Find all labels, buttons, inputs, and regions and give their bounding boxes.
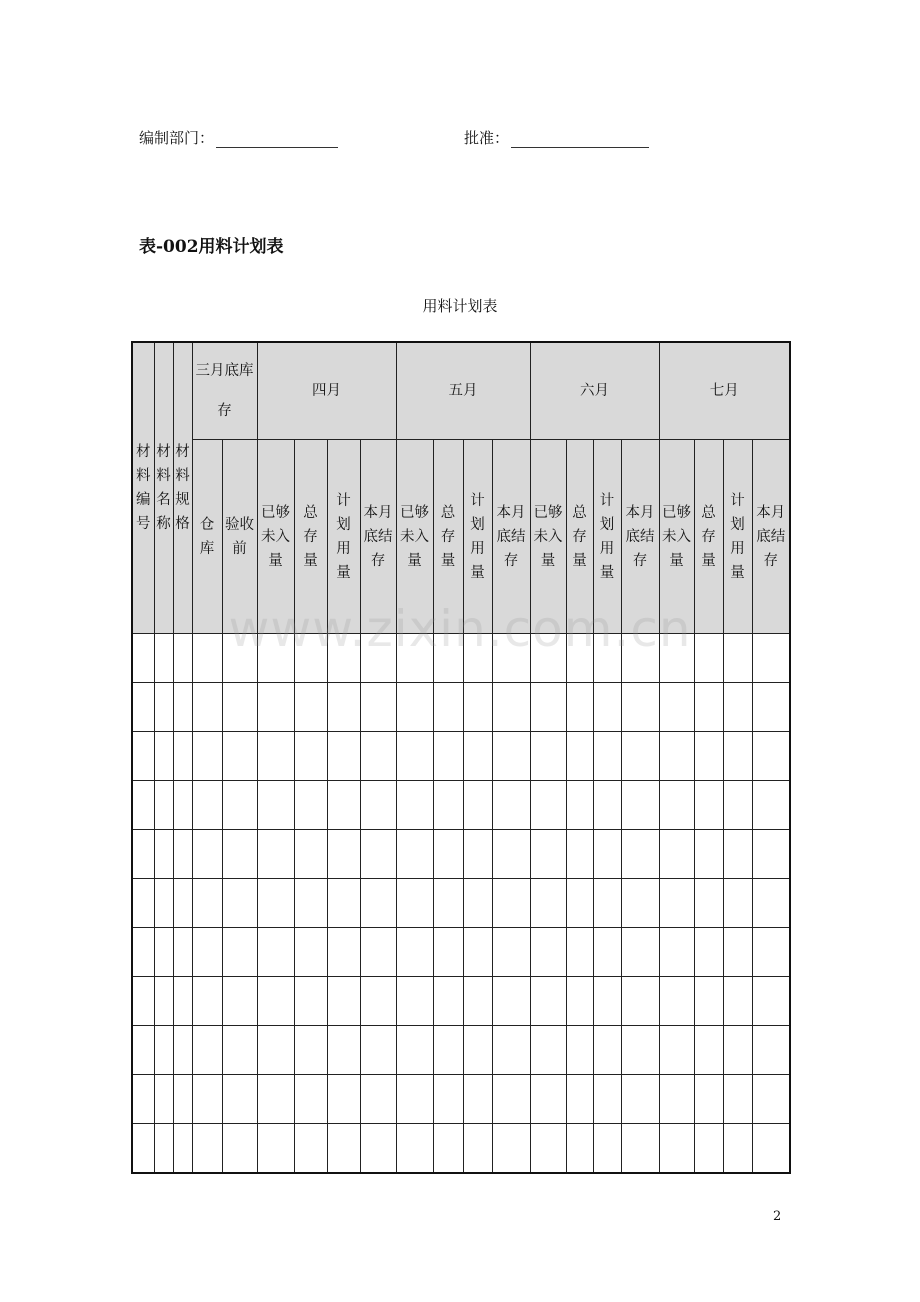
table-cell[interactable] xyxy=(192,977,222,1026)
table-cell[interactable] xyxy=(396,781,433,830)
table-cell[interactable] xyxy=(752,928,790,977)
table-cell[interactable] xyxy=(752,879,790,928)
table-cell[interactable] xyxy=(192,732,222,781)
table-cell[interactable] xyxy=(752,1075,790,1124)
table-cell[interactable] xyxy=(723,634,752,683)
table-cell[interactable] xyxy=(530,830,566,879)
table-cell[interactable] xyxy=(659,977,694,1026)
table-cell[interactable] xyxy=(132,879,154,928)
table-cell[interactable] xyxy=(132,830,154,879)
table-cell[interactable] xyxy=(257,1124,294,1174)
table-cell[interactable] xyxy=(222,977,257,1026)
table-cell[interactable] xyxy=(752,634,790,683)
table-cell[interactable] xyxy=(593,732,621,781)
table-cell[interactable] xyxy=(396,928,433,977)
table-cell[interactable] xyxy=(173,830,192,879)
table-cell[interactable] xyxy=(492,683,530,732)
table-cell[interactable] xyxy=(192,1075,222,1124)
header-month-0-sub-0: 已够未入量 xyxy=(257,440,294,634)
table-cell[interactable] xyxy=(433,683,463,732)
table-cell[interactable] xyxy=(257,1026,294,1075)
table-cell[interactable] xyxy=(132,683,154,732)
table-cell[interactable] xyxy=(154,1075,173,1124)
table-cell[interactable] xyxy=(396,683,433,732)
table-cell[interactable] xyxy=(694,977,723,1026)
header-month-0-sub-3: 本月底结存 xyxy=(360,440,396,634)
header-month-2-sub-1: 总存量 xyxy=(566,440,593,634)
table-cell[interactable] xyxy=(360,1026,396,1075)
dept-signature xyxy=(139,127,338,148)
table-cell[interactable] xyxy=(492,928,530,977)
table-cell[interactable] xyxy=(752,1124,790,1174)
table-cell[interactable] xyxy=(294,1075,327,1124)
table-cell[interactable] xyxy=(154,830,173,879)
header-month-2-sub-2: 计划用量 xyxy=(593,440,621,634)
table-cell[interactable] xyxy=(257,1075,294,1124)
table-cell[interactable] xyxy=(222,1075,257,1124)
header-march-stock: 三月底库存 xyxy=(192,342,257,440)
table-cell[interactable] xyxy=(621,830,659,879)
table-cell[interactable] xyxy=(327,634,360,683)
table-cell[interactable] xyxy=(492,1124,530,1174)
table-cell[interactable] xyxy=(132,732,154,781)
table-cell[interactable] xyxy=(257,732,294,781)
table-cell[interactable] xyxy=(492,634,530,683)
table-cell[interactable] xyxy=(492,781,530,830)
table-cell[interactable] xyxy=(752,683,790,732)
table-cell[interactable] xyxy=(694,1075,723,1124)
table-cell[interactable] xyxy=(154,1026,173,1075)
table-cell[interactable] xyxy=(257,928,294,977)
table-cell[interactable] xyxy=(593,1026,621,1075)
table-cell[interactable] xyxy=(294,732,327,781)
table-cell[interactable] xyxy=(723,1026,752,1075)
table-cell[interactable] xyxy=(433,1026,463,1075)
table-cell[interactable] xyxy=(566,634,593,683)
table-row xyxy=(132,977,790,1026)
table-cell[interactable] xyxy=(566,781,593,830)
table-cell[interactable] xyxy=(433,732,463,781)
dept-blank-line[interactable] xyxy=(216,133,338,148)
table-cell[interactable] xyxy=(659,1026,694,1075)
table-cell[interactable] xyxy=(396,830,433,879)
table-cell[interactable] xyxy=(132,1124,154,1174)
table-cell[interactable] xyxy=(173,1075,192,1124)
header-month-3-sub-2: 计划用量 xyxy=(723,440,752,634)
table-cell[interactable] xyxy=(327,683,360,732)
table-cell[interactable] xyxy=(659,1124,694,1174)
table-cell[interactable] xyxy=(433,830,463,879)
header-month-3-sub-3: 本月底结存 xyxy=(752,440,790,634)
table-row xyxy=(132,683,790,732)
approve-label: 批准： xyxy=(464,129,510,147)
table-cell[interactable] xyxy=(396,977,433,1026)
header-month-1: 五月 xyxy=(396,342,530,440)
table-cell[interactable] xyxy=(694,634,723,683)
table-cell[interactable] xyxy=(659,732,694,781)
table-cell[interactable] xyxy=(222,732,257,781)
table-cell[interactable] xyxy=(566,1075,593,1124)
header-month-2-sub-0: 已够未入量 xyxy=(530,440,566,634)
table-cell[interactable] xyxy=(360,830,396,879)
header-pre-check: 验收前 xyxy=(222,440,257,634)
table-cell[interactable] xyxy=(360,1124,396,1174)
table-cell[interactable] xyxy=(530,1026,566,1075)
table-cell[interactable] xyxy=(154,732,173,781)
table-cell[interactable] xyxy=(222,928,257,977)
header-month-1-sub-0: 已够未入量 xyxy=(396,440,433,634)
table-cell[interactable] xyxy=(492,977,530,1026)
table-cell[interactable] xyxy=(154,683,173,732)
table-cell[interactable] xyxy=(327,830,360,879)
table-cell[interactable] xyxy=(396,1124,433,1174)
table-cell[interactable] xyxy=(433,928,463,977)
table-cell[interactable] xyxy=(463,683,492,732)
table-cell[interactable] xyxy=(463,1026,492,1075)
table-cell[interactable] xyxy=(192,879,222,928)
table-cell[interactable] xyxy=(659,781,694,830)
table-cell[interactable] xyxy=(257,977,294,1026)
table-cell[interactable] xyxy=(621,1124,659,1174)
table-cell[interactable] xyxy=(621,879,659,928)
table-cell[interactable] xyxy=(593,634,621,683)
table-cell[interactable] xyxy=(396,1026,433,1075)
table-cell[interactable] xyxy=(360,1075,396,1124)
table-caption: 用料计划表 xyxy=(422,297,498,315)
table-cell[interactable] xyxy=(173,634,192,683)
approve-signature xyxy=(464,127,649,148)
table-cell[interactable] xyxy=(621,781,659,830)
table-cell[interactable] xyxy=(222,781,257,830)
header-month-0-sub-1: 总存量 xyxy=(294,440,327,634)
table-cell[interactable] xyxy=(327,1026,360,1075)
table-cell[interactable] xyxy=(173,928,192,977)
table-cell[interactable] xyxy=(566,683,593,732)
table-cell[interactable] xyxy=(723,977,752,1026)
table-cell[interactable] xyxy=(327,781,360,830)
table-cell[interactable] xyxy=(593,1075,621,1124)
table-row xyxy=(132,634,790,683)
table-cell[interactable] xyxy=(294,634,327,683)
table-cell[interactable] xyxy=(463,928,492,977)
table-cell[interactable] xyxy=(132,977,154,1026)
table-cell[interactable] xyxy=(566,879,593,928)
table-cell[interactable] xyxy=(752,732,790,781)
table-cell[interactable] xyxy=(694,732,723,781)
table-cell[interactable] xyxy=(192,1026,222,1075)
table-cell[interactable] xyxy=(294,977,327,1026)
table-cell[interactable] xyxy=(694,928,723,977)
table-cell[interactable] xyxy=(694,781,723,830)
page-number: 2 xyxy=(773,1209,782,1224)
table-cell[interactable] xyxy=(173,732,192,781)
table-cell[interactable] xyxy=(360,732,396,781)
table-cell[interactable] xyxy=(530,1124,566,1174)
header-month-1-sub-3: 本月底结存 xyxy=(492,440,530,634)
table-cell[interactable] xyxy=(294,781,327,830)
table-cell[interactable] xyxy=(621,683,659,732)
header-month-0: 四月 xyxy=(257,342,396,440)
table-cell[interactable] xyxy=(173,1124,192,1174)
table-cell[interactable] xyxy=(433,879,463,928)
table-cell[interactable] xyxy=(621,634,659,683)
table-cell[interactable] xyxy=(433,634,463,683)
table-cell[interactable] xyxy=(173,977,192,1026)
table-cell[interactable] xyxy=(593,928,621,977)
table-cell[interactable] xyxy=(530,781,566,830)
table-cell[interactable] xyxy=(463,732,492,781)
table-cell[interactable] xyxy=(132,1075,154,1124)
table-cell[interactable] xyxy=(694,1026,723,1075)
table-cell[interactable] xyxy=(621,1026,659,1075)
table-cell[interactable] xyxy=(566,830,593,879)
dept-label: 编制部门： xyxy=(139,129,215,147)
table-cell[interactable] xyxy=(294,1124,327,1174)
table-cell[interactable] xyxy=(723,1075,752,1124)
table-cell[interactable] xyxy=(294,928,327,977)
table-cell[interactable] xyxy=(659,1075,694,1124)
table-cell[interactable] xyxy=(530,732,566,781)
table-cell[interactable] xyxy=(154,928,173,977)
header-warehouse: 仓库 xyxy=(192,440,222,634)
table-cell[interactable] xyxy=(463,879,492,928)
table-cell[interactable] xyxy=(154,879,173,928)
table-cell[interactable] xyxy=(723,1124,752,1174)
table-cell[interactable] xyxy=(723,732,752,781)
table-cell[interactable] xyxy=(621,928,659,977)
table-cell[interactable] xyxy=(463,830,492,879)
table-cell[interactable] xyxy=(621,732,659,781)
table-cell[interactable] xyxy=(433,1124,463,1174)
table-cell[interactable] xyxy=(530,879,566,928)
table-cell[interactable] xyxy=(530,1075,566,1124)
table-cell[interactable] xyxy=(621,977,659,1026)
table-cell[interactable] xyxy=(463,1124,492,1174)
table-cell[interactable] xyxy=(530,977,566,1026)
table-cell[interactable] xyxy=(593,977,621,1026)
table-cell[interactable] xyxy=(132,928,154,977)
table-cell[interactable] xyxy=(222,683,257,732)
table-cell[interactable] xyxy=(659,928,694,977)
table-cell[interactable] xyxy=(222,830,257,879)
table-cell[interactable] xyxy=(154,634,173,683)
table-cell[interactable] xyxy=(492,1026,530,1075)
table-cell[interactable] xyxy=(396,1075,433,1124)
table-row xyxy=(132,732,790,781)
table-cell[interactable] xyxy=(327,1075,360,1124)
table-cell[interactable] xyxy=(192,928,222,977)
table-cell[interactable] xyxy=(257,879,294,928)
table-cell[interactable] xyxy=(530,634,566,683)
table-cell[interactable] xyxy=(327,977,360,1026)
header-material-name: 材料名称 xyxy=(154,342,173,634)
table-cell[interactable] xyxy=(360,928,396,977)
table-cell[interactable] xyxy=(360,683,396,732)
section-heading: 表-002用料计划表 xyxy=(139,237,284,257)
table-row xyxy=(132,781,790,830)
table-row xyxy=(132,830,790,879)
table-cell[interactable] xyxy=(492,879,530,928)
table-cell[interactable] xyxy=(463,634,492,683)
table-cell[interactable] xyxy=(173,781,192,830)
table-cell[interactable] xyxy=(257,781,294,830)
header-month-1-sub-2: 计划用量 xyxy=(463,440,492,634)
header-material-spec: 材料规格 xyxy=(173,342,192,634)
table-cell[interactable] xyxy=(360,781,396,830)
table-cell[interactable] xyxy=(659,879,694,928)
table-row xyxy=(132,928,790,977)
table-cell[interactable] xyxy=(492,1075,530,1124)
table-cell[interactable] xyxy=(192,781,222,830)
header-month-2-sub-3: 本月底结存 xyxy=(621,440,659,634)
table-cell[interactable] xyxy=(192,1124,222,1174)
header-month-1-sub-1: 总存量 xyxy=(433,440,463,634)
table-cell[interactable] xyxy=(222,879,257,928)
table-cell[interactable] xyxy=(192,683,222,732)
table-cell[interactable] xyxy=(360,634,396,683)
table-cell[interactable] xyxy=(566,732,593,781)
table-cell[interactable] xyxy=(173,879,192,928)
table-cell[interactable] xyxy=(492,830,530,879)
header-month-0-sub-2: 计划用量 xyxy=(327,440,360,634)
table-row xyxy=(132,1124,790,1174)
table-cell[interactable] xyxy=(530,928,566,977)
header-material-no: 材料编号 xyxy=(132,342,154,634)
table-cell[interactable] xyxy=(593,781,621,830)
table-cell[interactable] xyxy=(327,879,360,928)
table-cell[interactable] xyxy=(566,1026,593,1075)
table-cell[interactable] xyxy=(132,781,154,830)
approve-blank-line[interactable] xyxy=(511,133,649,148)
table-cell[interactable] xyxy=(327,928,360,977)
table-cell[interactable] xyxy=(433,781,463,830)
table-cell[interactable] xyxy=(723,879,752,928)
table-cell[interactable] xyxy=(132,634,154,683)
table-cell[interactable] xyxy=(694,830,723,879)
table-cell[interactable] xyxy=(752,977,790,1026)
header-month-2: 六月 xyxy=(530,342,659,440)
table-cell[interactable] xyxy=(433,1075,463,1124)
table-cell[interactable] xyxy=(723,830,752,879)
table-cell[interactable] xyxy=(360,879,396,928)
table-cell[interactable] xyxy=(752,1026,790,1075)
table-cell[interactable] xyxy=(593,683,621,732)
header-month-3-sub-1: 总存量 xyxy=(694,440,723,634)
table-cell[interactable] xyxy=(723,683,752,732)
table-cell[interactable] xyxy=(492,732,530,781)
table-cell[interactable] xyxy=(433,977,463,1026)
table-cell[interactable] xyxy=(327,1124,360,1174)
table-cell[interactable] xyxy=(294,879,327,928)
table-cell[interactable] xyxy=(257,683,294,732)
table-cell[interactable] xyxy=(294,1026,327,1075)
table-cell[interactable] xyxy=(659,634,694,683)
table-cell[interactable] xyxy=(694,1124,723,1174)
table-cell[interactable] xyxy=(659,830,694,879)
table-cell[interactable] xyxy=(154,977,173,1026)
material-plan-table xyxy=(131,341,791,1174)
table-cell[interactable] xyxy=(173,1026,192,1075)
table-cell[interactable] xyxy=(593,830,621,879)
table-cell[interactable] xyxy=(723,781,752,830)
table-row xyxy=(132,1026,790,1075)
table-cell[interactable] xyxy=(222,1026,257,1075)
table-cell[interactable] xyxy=(396,732,433,781)
table-cell[interactable] xyxy=(360,977,396,1026)
table-cell[interactable] xyxy=(530,683,566,732)
table-cell[interactable] xyxy=(752,781,790,830)
table-cell[interactable] xyxy=(566,1124,593,1174)
table-cell[interactable] xyxy=(694,879,723,928)
table-cell[interactable] xyxy=(659,683,694,732)
table-cell[interactable] xyxy=(294,830,327,879)
table-cell[interactable] xyxy=(154,781,173,830)
header-month-3: 七月 xyxy=(659,342,790,440)
table-cell[interactable] xyxy=(396,879,433,928)
table-cell[interactable] xyxy=(463,781,492,830)
table-cell[interactable] xyxy=(463,1075,492,1124)
table-cell[interactable] xyxy=(222,634,257,683)
table-cell[interactable] xyxy=(621,1075,659,1124)
table-cell[interactable] xyxy=(566,928,593,977)
table-row xyxy=(132,879,790,928)
header-month-3-sub-0: 已够未入量 xyxy=(659,440,694,634)
table-cell[interactable] xyxy=(593,879,621,928)
watermark: www.zixin.com.cn xyxy=(228,600,692,658)
table-cell[interactable] xyxy=(566,977,593,1026)
table-cell[interactable] xyxy=(723,928,752,977)
table-cell[interactable] xyxy=(173,683,192,732)
table-cell[interactable] xyxy=(257,634,294,683)
table-cell[interactable] xyxy=(752,830,790,879)
table-cell[interactable] xyxy=(694,683,723,732)
table-cell[interactable] xyxy=(593,1124,621,1174)
table-cell[interactable] xyxy=(257,830,294,879)
table-cell[interactable] xyxy=(396,634,433,683)
table-cell[interactable] xyxy=(463,977,492,1026)
table-cell[interactable] xyxy=(222,1124,257,1174)
table-cell[interactable] xyxy=(132,1026,154,1075)
table-row xyxy=(132,1075,790,1124)
table-cell[interactable] xyxy=(192,634,222,683)
table-cell[interactable] xyxy=(327,732,360,781)
table-cell[interactable] xyxy=(192,830,222,879)
table-cell[interactable] xyxy=(154,1124,173,1174)
table-cell[interactable] xyxy=(294,683,327,732)
